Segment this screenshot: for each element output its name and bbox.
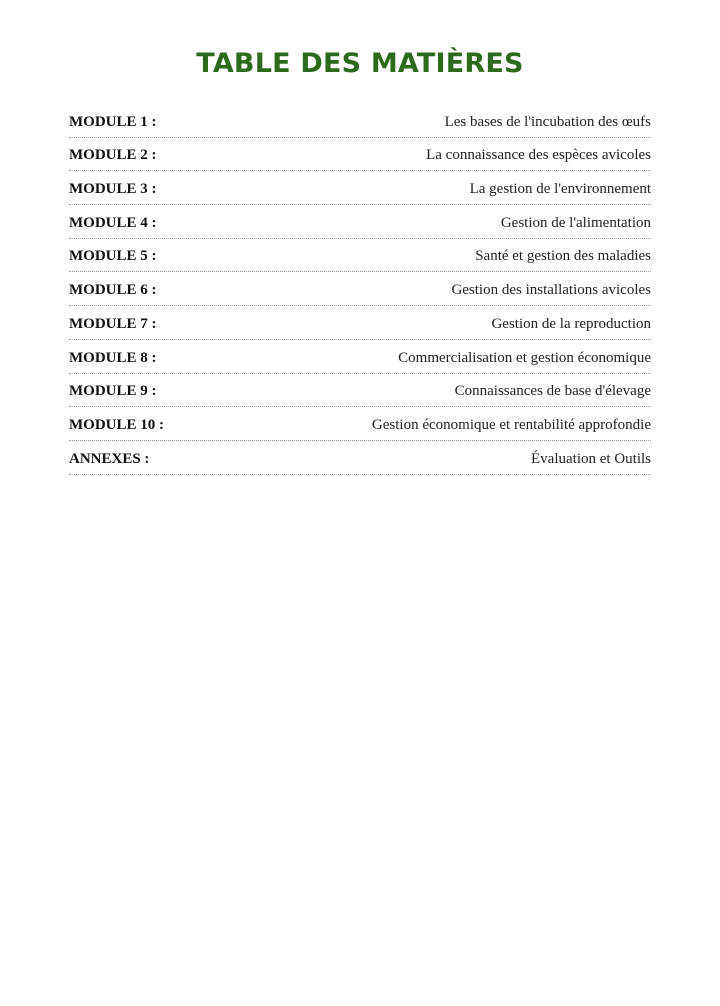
- page-title: TABLE DES MATIÈRES: [196, 48, 524, 79]
- toc-entry: [69, 171, 651, 205]
- toc-entry: [69, 272, 651, 306]
- toc-entry-label: ANNEXES :: [69, 450, 150, 467]
- toc-entry-description: La gestion de l'environnement: [469, 181, 651, 198]
- toc-entry: [69, 104, 651, 138]
- table-of-contents: [69, 104, 651, 475]
- toc-entry-description: Gestion de l'alimentation: [500, 214, 651, 231]
- toc-entry-label: MODULE 2 :: [69, 147, 157, 164]
- toc-entry-description: Gestion de la reproduction: [491, 315, 651, 332]
- toc-entry-label: MODULE 10 :: [69, 416, 164, 433]
- toc-entry-label: MODULE 8 :: [69, 349, 157, 366]
- toc-entry: [69, 374, 651, 408]
- toc-entry: [69, 138, 651, 172]
- toc-entry-label: MODULE 5 :: [69, 248, 157, 265]
- toc-entry-description: Gestion des installations avicoles: [451, 282, 651, 299]
- toc-entry-description: Commercialisation et gestion économique: [398, 349, 651, 366]
- toc-entry: [69, 340, 651, 374]
- toc-entry-label: MODULE 4 :: [69, 214, 157, 231]
- toc-entry-label: MODULE 7 :: [69, 315, 157, 332]
- toc-entry-description: Évaluation et Outils: [531, 450, 651, 467]
- toc-entry: [69, 205, 651, 239]
- toc-entry-label: MODULE 6 :: [69, 282, 157, 299]
- toc-entry-label: MODULE 9 :: [69, 383, 157, 400]
- toc-entry-description: Connaissances de base d'élevage: [454, 383, 651, 400]
- toc-entry-description: La connaissance des espèces avicoles: [426, 147, 651, 164]
- toc-entry-description: Santé et gestion des maladies: [475, 248, 651, 265]
- toc-entry: [69, 306, 651, 340]
- toc-entry: [69, 407, 651, 441]
- toc-entry: [69, 239, 651, 273]
- toc-entry-description: Les bases de l'incubation des œufs: [444, 113, 651, 130]
- toc-entry: [69, 441, 651, 475]
- toc-entry-label: MODULE 1 :: [69, 113, 157, 130]
- toc-entry-label: MODULE 3 :: [69, 181, 157, 198]
- toc-entry-description: Gestion économique et rentabilité approfondie: [371, 416, 651, 433]
